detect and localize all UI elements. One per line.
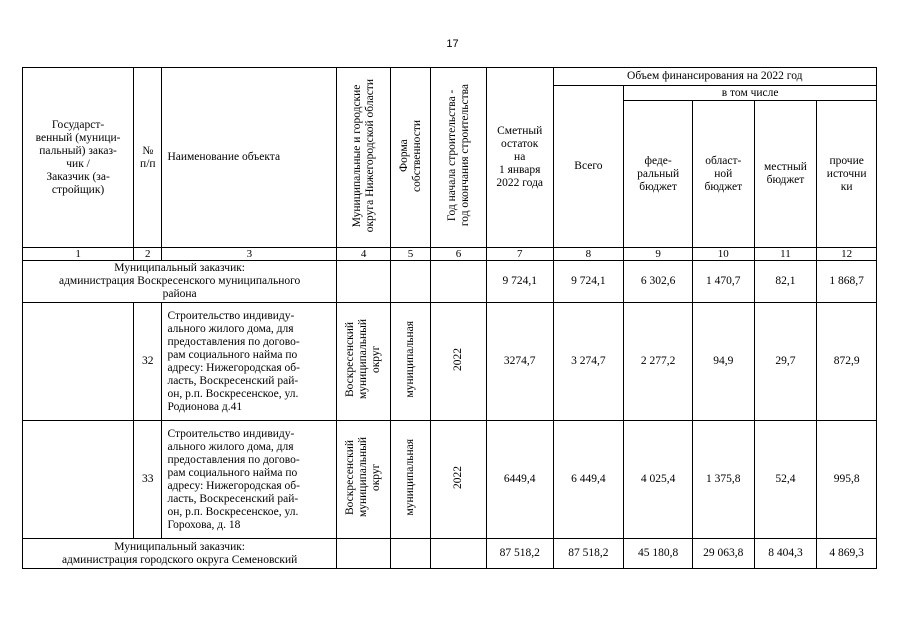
other-value: 872,9 <box>817 303 877 421</box>
other-value: 1 868,7 <box>817 261 877 303</box>
column-number: 5 <box>390 248 430 261</box>
federal-value: 45 180,8 <box>624 539 693 569</box>
row-number: 33 <box>134 421 162 539</box>
header-years: Год начала строительства - год окончания строительства <box>445 84 471 227</box>
header-customer: Государст- венный (муници- пальный) заказ- чик / Заказчик (за- стройщик) <box>23 68 134 248</box>
local-value: 8 404,3 <box>754 539 817 569</box>
regional-value: 1 375,8 <box>692 421 754 539</box>
column-number: 12 <box>817 248 877 261</box>
local-value: 52,4 <box>754 421 817 539</box>
district-name: Воскресенский муниципальный округ <box>344 437 383 518</box>
row-number: 32 <box>134 303 162 421</box>
group-row <box>23 539 877 569</box>
group-title: Муниципальный заказчик: администрация Воскресенского муниципального района <box>23 261 337 303</box>
federal-value: 6 302,6 <box>624 261 693 303</box>
financing-table <box>22 67 877 569</box>
ownership-type: муниципальная <box>404 321 417 398</box>
ownership-type: муниципальная <box>404 439 417 516</box>
header-federal: феде- ральный бюджет <box>624 101 693 248</box>
total-value: 6 449,4 <box>553 421 624 539</box>
local-value: 29,7 <box>754 303 817 421</box>
group-row <box>23 261 877 303</box>
header-years-cell <box>431 68 487 248</box>
column-number: 2 <box>134 248 162 261</box>
column-number: 6 <box>431 248 487 261</box>
group-title: Муниципальный заказчик: администрация городского округа Семеновский <box>23 539 337 569</box>
header-object-name: Наименование объекта <box>162 68 337 248</box>
other-value: 995,8 <box>817 421 877 539</box>
column-number: 11 <box>754 248 817 261</box>
other-value: 4 869,3 <box>817 539 877 569</box>
regional-value: 1 470,7 <box>692 261 754 303</box>
page-number: 17 <box>446 38 459 50</box>
header-total: Всего <box>553 86 624 248</box>
header-ownership: Форма собственности <box>397 119 423 192</box>
header-funding-group: Объем финансирования на 2022 год <box>553 68 876 86</box>
header-including: в том числе <box>624 86 877 101</box>
total-value: 87 518,2 <box>553 539 624 569</box>
district-name: Воскресенский муниципальный округ <box>344 319 383 400</box>
column-number: 9 <box>624 248 693 261</box>
total-value: 9 724,1 <box>553 261 624 303</box>
table-row <box>23 303 877 421</box>
local-value: 82,1 <box>754 261 817 303</box>
regional-value: 94,9 <box>692 303 754 421</box>
header-regional: област- ной бюджет <box>692 101 754 248</box>
estimate-balance-value: 9 724,1 <box>486 261 553 303</box>
object-name: Строительство индивиду- ального жилого дома, для предоставления по догово- рам социального найма по адресу: Нижегородская об- ласть, Воскресенский рай- он, р.п. Воскресенское, ул. Родионова д.41 <box>162 303 337 421</box>
column-number: 7 <box>486 248 553 261</box>
federal-value: 2 277,2 <box>624 303 693 421</box>
estimate-balance-value: 3274,7 <box>486 303 553 421</box>
estimate-balance-value: 6449,4 <box>486 421 553 539</box>
header-local: местный бюджет <box>754 101 817 248</box>
construction-year: 2022 <box>452 466 465 489</box>
column-number: 1 <box>23 248 134 261</box>
header-number: № п/п <box>134 68 162 248</box>
column-number: 10 <box>692 248 754 261</box>
estimate-balance-value: 87 518,2 <box>486 539 553 569</box>
object-name: Строительство индивиду- ального жилого дома, для предоставления по догово- рам социального найма по адресу: Нижегородская об- ласть, Воскресенский рай- он, р.п. Воскресенское, ул. Горохова, д. 18 <box>162 421 337 539</box>
regional-value: 29 063,8 <box>692 539 754 569</box>
construction-year: 2022 <box>452 348 465 371</box>
header-estimate-balance: Сметный остаток на 1 января 2022 года <box>486 68 553 248</box>
header-district-cell <box>337 68 391 248</box>
federal-value: 4 025,4 <box>624 421 693 539</box>
column-numbers-row <box>23 248 877 261</box>
header-other: прочие источни ки <box>817 101 877 248</box>
table-row <box>23 421 877 539</box>
column-number: 3 <box>162 248 337 261</box>
header-ownership-cell <box>390 68 430 248</box>
column-number: 4 <box>337 248 391 261</box>
total-value: 3 274,7 <box>553 303 624 421</box>
column-number: 8 <box>553 248 624 261</box>
header-district: Муниципальные и городские округа Нижегородской области <box>350 78 376 233</box>
